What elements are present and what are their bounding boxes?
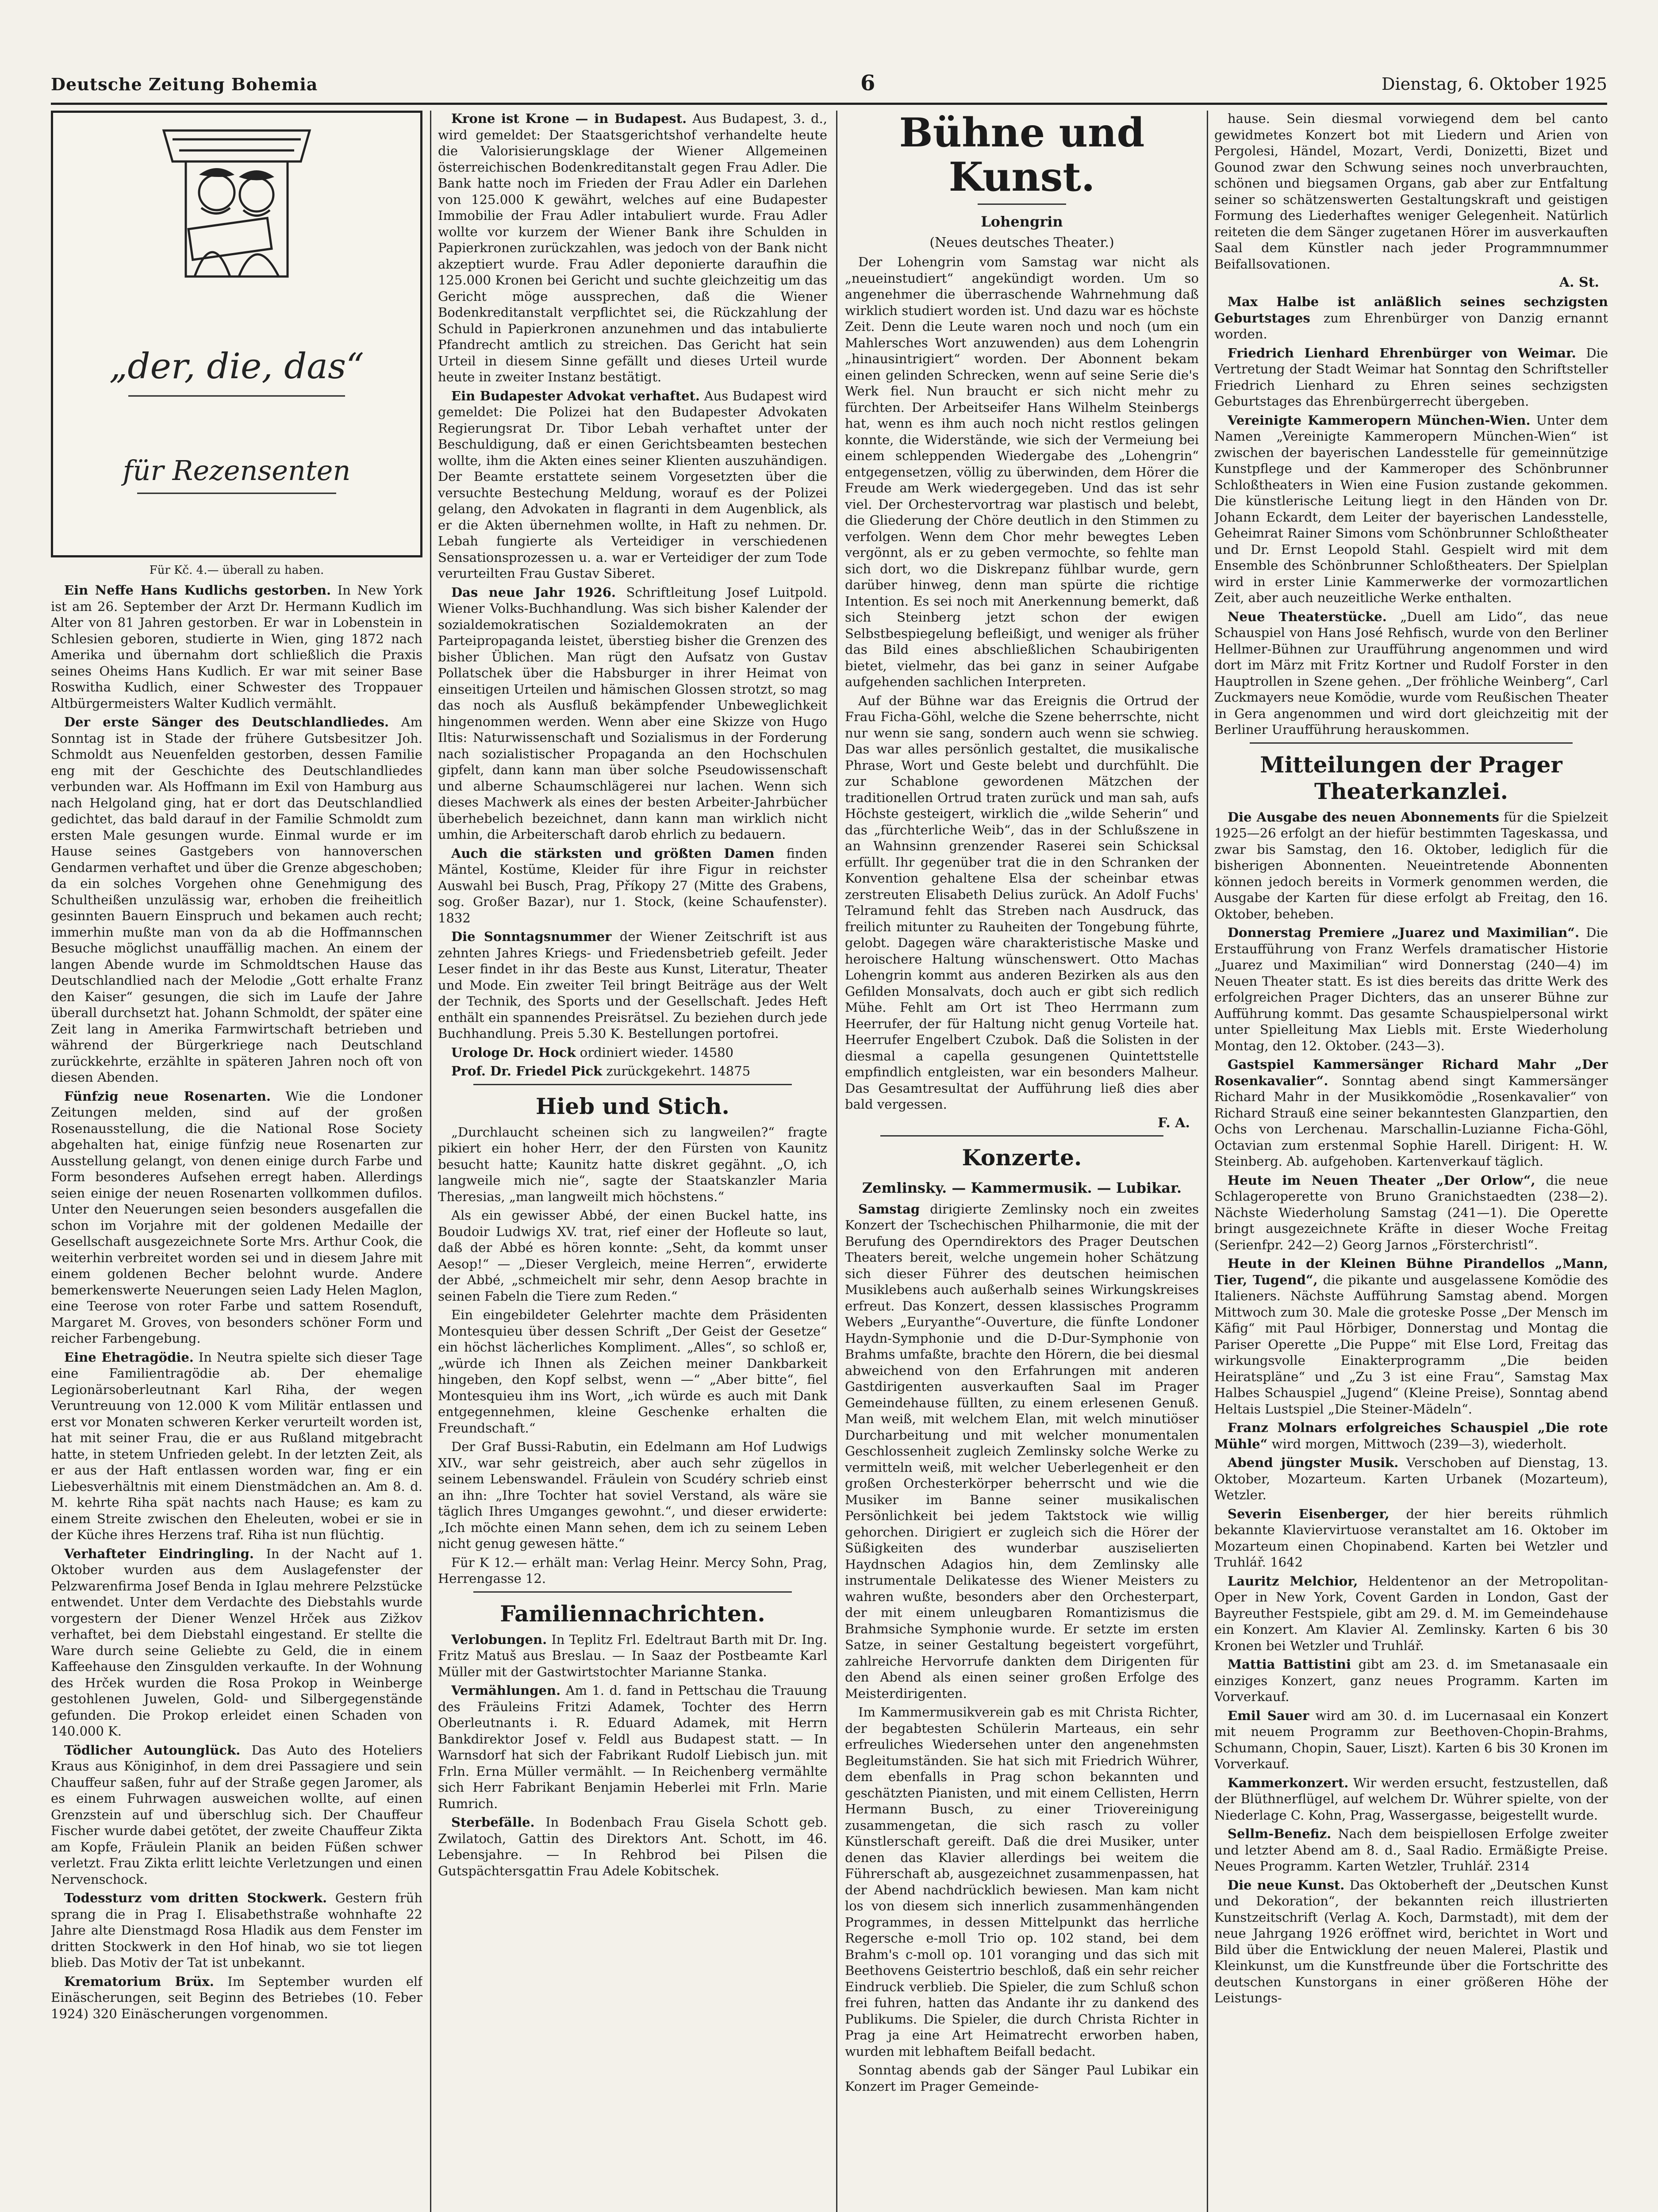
article-paragraph <box>438 584 827 843</box>
article-text: „Durchlaucht scheinen sich zu langweilen?“ fragte pikiert ein hoher Herr, der den Fürsten von Kaunitz besucht hatte; Kaunitz hatte diskret gegähnt. „O, ich langweile mich nie“, sagte der Staatskanzler Maria Theresias, „man langweilt mich höchstens.“ <box>438 1124 827 1204</box>
article-text: Der Graf Bussi-Rabutin, ein Edelmann am Hof Ludwigs XIV., war sehr geistreich, aber auch sehr zügellos in seinem Lebenswandel. Fräulein von Scudéry schrieb einst an ihn: „Ihre Tochter hat soviel Verstand, als wäre sie täglich Ihres Umganges gewohnt.“, und dieser erwiderte: „Ich möchte einen Mann sehen, dem ich zu seinem Leben nicht genug gewesen hätte.“ <box>438 1439 827 1551</box>
section-rule <box>473 1084 792 1085</box>
ad-script-title: „der, die, das“ <box>109 346 365 387</box>
article-headline: Lauritz Melchior, <box>1228 1573 1358 1589</box>
column-3 <box>845 111 1199 2212</box>
article-headline: Neue Theaterstücke. <box>1228 609 1387 624</box>
article-paragraph <box>1214 1656 1608 1705</box>
article-paragraph <box>1214 1256 1608 1417</box>
advertisement-caption: Für Kč. 4.— überall zu haben. <box>149 564 324 577</box>
article-text: Aus Budapest, 3. d., wird gemeldet: Der Staatsgerichtshof verhandelte heute die Valorisierungsklage der Wiener Allgemeinen österreichischen Bodenkreditanstalt gegen Frau Adler. Die Bank hatte noch im Frieden der Frau Adler ein Darlehen von 125.000 K gewährt, welches auf eine Budapester Immobilie der Frau Adler intabuliert wurde. Frau Adler wollte vor kurzem der Wiener Bank ihre Schulden in Papierkronen zurückzahlen, was jedoch von der Bank nicht akzeptiert wurde. Frau Adler deponierte daraufhin die 125.000 Kronen bei Gericht und suchte gleichzeitig um das Gericht möge aussprechen, daß die Wiener Bodenkreditanstalt verpflichtet sei, die Rückzahlung der Schuld in Papierkronen anzunehmen und das intabulierte Pfandrecht amtlich zu streichen. Das Gericht hat sein Urteil in diesem Sinne gefällt und dieses Urteil wurde heute in zweiter Instanz bestätigt. <box>438 111 827 384</box>
article-paragraph <box>51 1349 422 1543</box>
article-headline: Ein Budapester Advokat verhaftet. <box>451 388 700 403</box>
article-paragraph <box>51 714 422 1086</box>
article-paragraph <box>1214 345 1608 410</box>
article-paragraph <box>845 1201 1199 1702</box>
article-text: In der Nacht auf 1. Oktober wurden aus dem Auslagefenster der Pelzwarenfirma Josef Benda in Iglau mehrere Pelzstücke entwendet. Unter dem Verdachte des Diebstahls wurde vorgestern der Diener Wenzel Hrček aus Zižkov verhaftet, bei dem Diebstahl eingestand. Er stellte die Ware durch seine Geliebte zu Geld, die in einem Kaffeehause den Zinsgulden verkaufte. In der Wohnung des Hrček wurden die Rosa Prokop in Weinberge gestohlenen Juwelen, Gold- und Silbergegenstände gefunden. Die Prokop erleidet einen Schaden von 140.000 K. <box>51 1546 422 1739</box>
article-headline: Der erste Sänger des Deutschlandliedes. <box>64 714 389 730</box>
article-paragraph <box>51 1088 422 1347</box>
article-headline: Vereinigte Kammeropern München-Wien. <box>1228 412 1531 428</box>
section-heading: Bühne und Kunst. <box>899 111 1145 200</box>
article-paragraph <box>51 1742 422 1888</box>
sub-heading-note: (Neues deutsches Theater.) <box>929 235 1114 250</box>
running-header <box>51 71 1607 102</box>
article-headline: Auch die stärksten und größten Damen <box>451 845 775 861</box>
article-text: dirigierte Zemlinsky noch ein zweites Konzert der Tschechischen Philharmonie, die mit der Berufung des Operndirektors des Prager Deutschen Theaters bereit, welche ungemein hoher Schätzung sich dieser Führer des deutschen heimischen Musiklebens auch außerhalb seines Wirkungskreises erfreut. Das Konzert, dessen klassisches Programm Webers „Euryanthe“-Ouverture, die fünfte Londoner Haydn-Symphonie und die D-Dur-Symphonie von Brahms umfaßte, brachte den Hörern, die bei diesmal abweichend von den Erfahrungen mit anderen Gastdirigenten ausverkauften Saal im Prager Gemeindehause füllten, zu einem erlesenen Genuß. Man weiß, mit welchem Elan, mit welch minutiöser Durcharbeitung und mit welcher monumentalen Geschlossenheit zugleich Zemlinsky solche Werke zu vermitteln weiß, mit welcher Ueberlegenheit er den großen Orchesterkörper beherrscht und wie die Musiker im Banne seiner musikalischen Persönlichkeit bei jedem Taktstock wie willig gehorchen. Dirigiert er zugleich sich die Hörer der Süßigkeiten des wunderbar ausziselierten Haydnschen Adagios hin, dem Zemlinsky alle instrumentale Delikatesse des Wiener Meisters zu wahren wußte, besonders aber den Orchesterpart, der mit einem unleugbaren Romantizismus die Brahmsiche Symphonie wurde. Er setzte im ersten Satze, in seiner Gestaltung begeistert vorgeführt, zahlreiche Hervorrufe dankten dem Dirigenten für den Abend als einen seiner großen Erfolge des Meisterdirigenten. <box>845 1201 1199 1701</box>
advertisement-illustration <box>53 113 420 551</box>
article-paragraph <box>438 1439 827 1552</box>
article-headline: Verhafteter Eindringling. <box>64 1546 254 1561</box>
column-divider <box>1207 111 1208 2212</box>
issue-date: Dienstag, 6. Oktober 1925 <box>1382 74 1607 94</box>
article-text: In New York ist am 26. September der Arzt Dr. Hermann Kudlich im Alter von 81 Jahren gestorben. Er war in Lobenstein in Schlesien geboren, studierte in Wien, ging 1872 nach Amerika und übernahm dort schließlich die Praxis seines Oheims Hans Kudlich. Er war mit seiner Base Roswitha Kudlich, einer Schwester des Troppauer Altbürgermeisters Walter Kudlich vermählt. <box>51 583 422 711</box>
article-headline: Todessturz vom dritten Stockwerk. <box>64 1890 327 1905</box>
article-headline: Friedrich Lienhard Ehrenbürger von Weimar. <box>1228 345 1576 361</box>
article-headline: Fünfzig neue Rosenarten. <box>64 1088 271 1104</box>
article-text: Im September wurden elf Einäscherungen, seit Beginn des Betriebes (10. Feber 1924) 320 Einäscherungen vorgenommen. <box>51 1974 422 2021</box>
article-paragraph <box>1214 1506 1608 1571</box>
article-text: Nach dem beispiellosen Erfolge zweiter und letzter Abend am 8. d., Saal Radio. Ermäßigte Preise. Neues Programm. Karten Wetzler, Truhlář. 2314 <box>1214 1826 1608 1874</box>
article-paragraph <box>1214 412 1608 606</box>
article-paragraph <box>51 582 422 711</box>
article-headline: Samstag <box>858 1201 920 1217</box>
article-paragraph <box>1214 1708 1608 1772</box>
article-text: Wir werden ersucht, festzustellen, daß der Blüthnerflügel, auf welchem Dr. Wührer spielte, von der Niederlage C. Kohn, Prag, Wassergasse, beigestellt wurde. <box>1214 1775 1608 1823</box>
article-headline: Sterbefälle. <box>451 1815 535 1830</box>
article-text: Unter dem Namen „Vereinigte Kammeropern München-Wien“ ist zwischen der bayerischen Landesstelle für gemeinnützige Kunstpflege und der Kammeroper des Schönbrunner Schloßtheaters in Wien eine Fusion zustande gekommen. Die künstlerische Leitung liegt in den Händen von Dr. Johann Eckardt, dem Leiter der bayerischen Landesstelle, Geheimrat Rainer Simons vom Schönbrunner Schloßtheater und Dr. Ernst Leopold Stahl. Gespielt wird mit dem Ensemble des Schönbrunner Schloßtheaters. Der Spielplan wird in erster Linie Kammerwerke der vormozartlichen Zeit, aber auch neuzeitliche Werke enthalten. <box>1214 412 1608 605</box>
article-paragraph <box>845 2062 1199 2094</box>
article-text: In Teplitz Frl. Edeltraut Barth mit Dr. Ing. Fritz Matuš aus Breslau. — In Saaz der Postbeamte Karl Müller mit der Gastwirtstochter Marianne Stanka. <box>438 1632 827 1679</box>
article-text: wird am 30. d. im Lucernasaal ein Konzert mit neuem Programm zur Beethoven-Chopin-Brahms, Schumann, Chopin, Sauer, Liszt). Karten 6 bis 30 Kronen im Vorverkauf. <box>1214 1708 1608 1771</box>
article-paragraph <box>1214 1775 1608 1824</box>
article-paragraph <box>1214 609 1608 738</box>
article-text: Das Oktoberheft der „Deutschen Kunst und Dekoration“, der bekannten reich illustrierten Kunstzeitschrift (Verlag A. Koch, Darmstadt), mit dem der neue Jahrgang 1926 eröffnet wird, berichtet in Wort und Bild über die Entwicklung der neuen Malerei, Plastik und Kleinkunst, um die Kunstfreunde über die Fortschritte des deutschen Kunstorgans in einer größeren Höhe der Leistungs- <box>1214 1877 1608 2005</box>
article-paragraph <box>1214 925 1608 1054</box>
article-headline: Gastspiel Kammersänger Richard Mahr „Der Rosenkavalier“. <box>1214 1057 1608 1088</box>
masthead-name: Deutsche Zeitung Bohemia <box>51 74 318 94</box>
article-text: Sonntag abend singt Kammersänger Richard Mahr in der Musikkomödie „Rosenkavalier“ von Richard Strauß eine seiner bekanntesten Glanzpartien, den Ochs von Lerchenau. Marschallin-Luzianne Ficha-Göhl, Octavian zum erstenmal Sophie Harell. Dirigent: H. W. Steinberg. Ab. aufgehoben. Kartenverkauf täglich. <box>1214 1073 1608 1169</box>
column-1 <box>51 111 422 2212</box>
article-headline: Max Halbe ist anläßlich seines sechzigsten Geburtstages <box>1214 294 1608 326</box>
article-text: der Wiener Zeitschrift ist aus zehnten Jahres Kriegs- und Friedensbetrieb gefeilt. Jeder Leser findet in ihr das Beste aus Kunst, Literatur, Theater und Mode. Ein zweiter Teil bringt Beiträge aus der Welt der Technik, des Sports und der Gesellschaft. Jedes Heft enthält ein spannendes Preisrätsel. Zu beziehen durch jede Buchhandlung. Preis 5.30 K. Bestellungen portofrei. <box>438 929 827 1041</box>
article-paragraph <box>438 845 827 926</box>
column-divider <box>836 111 837 2212</box>
article-headline: Das neue Jahr 1926. <box>451 584 616 600</box>
article-paragraph <box>438 1207 827 1304</box>
article-paragraph <box>438 1063 827 1079</box>
column-divider <box>430 111 431 2212</box>
article-paragraph <box>438 1682 827 1812</box>
article-text: Am Sonntag ist in Stade der frühere Gutsbesitzer Joh. Schmoldt aus Neuenfelden gestorben, dessen Familie eng mit der Geschichte des Deutschlandliedes verbunden war. Als Hoffmann im Exil von Hamburg aus nach Helgoland ging, hat er dort das Deutschlandlied gedichtet, das bald darauf in der Familie Schmoldt zum ersten Male gesungen wurde. Einmal wurde er im Hause seines Gastgebers von hannoverschen Gendarmen verhaftet und über die Grenze abgeschoben; da ein solches Vorgehen ohne Genehmigung des Schultheißen unzulässig war, erhoben die freiheitlich gesinnten Bauern Einspruch und bekamen auch recht; immerhin mußte man von da ab die Hoffmannschen Besuche möglichst unauffällig machen. An einem der langen Abende wurde im Schmoldtschen Hause das Deutschlandlied nach der Melodie „Gott erhalte Franz den Kaiser“ gesungen, die sich im Laufe der Jahre überall durchsetzt hat. Johann Schmoldt, der später eine Zeit lang in Amerika Farmwirtschaft betrieben und während der Bürgerkriege nach Deutschland zurückkehrte, erzählte in späteren Jahren noch oft von diesen Abenden. <box>51 714 422 1085</box>
article-paragraph <box>1214 1420 1608 1452</box>
column-2 <box>438 111 827 2212</box>
article-text: Die Erstaufführung von Franz Werfels dramatischer Historie „Juarez und Maximilian“ wird Donnerstag (240—4) im Neuen Theater statt. Es ist dies bereits das dritte Werk des erfolgreichen Prager Dichters, das an unserer Bühne zur Aufführung kommt. Das gesamte Schauspielpersonal wirkt unter Spielleitung Max Liebls mit. Erste Wiederholung Montag, den 12. Oktober. (243—3). <box>1214 925 1608 1053</box>
article-headline: Ein Neffe Hans Kudlichs gestorben. <box>64 583 331 598</box>
article-text: die neue Schlageroperette von Bruno Granichstaedten (238—2). Nächste Wiederholung Samstag (241—1). Die Operette bringt ausgezeichnete Kräfte in dieser Woche Freitag (Serienfpr. 242—2) Georg Jarnos „Försterchristl“. <box>1214 1172 1608 1252</box>
article-headline: Urologe Dr. Hock <box>451 1045 576 1060</box>
article-text: gibt am 23. d. im Smetanasaale ein einziges Konzert, ganz neues Programm. Karten im Vorverkauf. <box>1214 1657 1608 1704</box>
column-3-articles <box>845 111 1199 2094</box>
article-paragraph <box>1214 1877 1608 2006</box>
article-text: Im Kammermusikverein gab es mit Christa Richter, der begabtesten Schülerin Marteaus, ein sehr erfreuliches Wiedersehen unter den angenehmsten Begleitumständen. Sie hat sich mit Friedrich Wührer, dem ebenfalls in Prag schon bekannten und geschätzten Pianisten, und mit einem Cellisten, Herrn Hermann Busch, zu einer Triovereinigung zusammengetan, die sich rasch zu voller Künstlerschaft gereift. Daß die drei Musiker, unter denen das Klavier allerdings bei weitem die Führerschaft ab, ausgezeichnet zusammenpassen, hat der Abend nachdrücklich bewiesen. Man kam nicht los von diesem sich innerlich zusammenhängenden Programmes, in dessen Mittelpunkt das herrliche Regersche e-moll Trio op. 102 stand, bei dem Brahm's c-moll op. 101 voranging und das sich mit Beethovens Geistertrio beschloß, daß ein sehr reicher Eindruck verblieb. Die Spieler, die zum Schluß schon frei fuhren, hatten das Andante ihr zu dankend des Publikums. Die Spieler, die durch Christa Richter in Prag ja eine Art Heimatrecht erworben haben, wurden mit lebhaftem Beifall bedacht. <box>845 1705 1199 2059</box>
sub-heading: Lohengrin <box>981 213 1063 230</box>
article-paragraph <box>845 254 1199 690</box>
article-paragraph <box>438 1307 827 1436</box>
article-paragraph <box>1214 1056 1608 1170</box>
article-headline: Franz Molnars erfolgreiches Schauspiel „Die rote Mühle“ <box>1214 1420 1608 1452</box>
article-paragraph <box>1214 1826 1608 1874</box>
article-text: In Bodenbach Frau Gisela Schott geb. Zwilatoch, Gattin des Direktors Ant. Schott, im 46. Lebensjahre. — In Rehbrod bei Pilsen die Gutspächtersgattin Frau Adele Kobitschek. <box>438 1815 827 1878</box>
article-text: der hier bereits rühmlich bekannte Klaviervirtuose veranstaltet am 16. Oktober im Mozarteum einen Chopinabend. Karten bei Wetzler und Truhlář. 1642 <box>1214 1506 1608 1570</box>
article-text: Heldentenor an der Metropolitan-Oper in New York, Covent Garden in London, Gast der Bayreuther Festspiele, gibt am 29. d. M. im Gemeindehause ein Konzert. Am Klavier Al. Zemlinsky. Karten 6 bis 30 Kronen bei Wetzler und Truhlář. <box>1214 1573 1608 1653</box>
article-paragraph <box>438 1555 827 1587</box>
section-rule <box>1250 742 1573 744</box>
sub-heading: Zemlinsky. — Kammermusik. — Lubikar. <box>862 1179 1182 1196</box>
article-headline: Kammerkonzert. <box>1228 1775 1349 1790</box>
page-number: 6 <box>860 71 875 96</box>
section-rule <box>473 1591 792 1593</box>
article-paragraph <box>1214 809 1608 922</box>
article-text: Als ein gewisser Abbé, der einen Buckel hatte, ins Boudoir Ludwigs XV. trat, rief einer der Hofleute so laut, daß der Abbé es hören konnte: „Seht, da kommt unser Aesop!“ — „Dieser Vergleich, meine Herren“, erwiderte der Abbé, „schmeichelt mir sehr, denn Aesop brachte in seinen Fabeln die Tiere zum Reden.“ <box>438 1208 827 1304</box>
article-text: Ein eingebildeter Gelehrter machte dem Präsidenten Montesquieu über dessen Schrift „Der Geist der Gesetze“ ein höchst lächerliches Kompliment. „Alles“, so schloß er, „würde ich Ihnen als Zeichen meiner Dankbarkeit hingeben, den Kopf selbst, wenn —“ „Aber bitte“, fiel Montesquieu ihm ins Wort, „ich würde es auch mit Dank entgegennehmen, kleine Geschenke erhalten die Freundschaft.“ <box>438 1307 827 1436</box>
article-text: Schriftleitung Josef Luitpold. Wiener Volks-Buchhandlung. Was sich bisher Kalender der sozialdemokratischen Sozialdemokraten an der Parteipropaganda leistet, überstieg bisher die Grenzen des bisher Üblichen. Man rügt den Aufsatz von Gustav Pollatschek über die Habsburger in ihrer Heimat von einseitigen Urteilen und hämischen Glossen strotzt, so mag das noch als Ausfluß bekämpfender Unbeweglichkeit hingenommen werden. Wenn aber eine Skizze von Hugo Iltis: Naturwissenschaft und Sozialismus in der Forderung nach sozialistischer Propaganda an den Hochschulen gipfelt, dann kann man über solche Pseudowissenschaft und alberne Schaumschlägerei nur lachen. Wenn sich dieses Machwerk als eines der besten Arbeiter-Jahrbücher überhebelich bezeichnet, dann kann man wirklich nicht umhin, die Arbeiterschaft darob ehrlich zu bedauern. <box>438 584 827 842</box>
article-text: Aus Budapest wird gemeldet: Die Polizei hat den Budapester Advokaten Regierungsrat Dr. Tibor Lebah verhaftet unter der Beschuldigung, daß er einen Gerichtsbeamten bestechen wollte, ihm die Akten eines seiner Klienten auszuhändigen. Der Beamte erstattete seinem Vorgesetzten über die versuchte Bestechung Meldung, worauf es der Polizei gelang, den Advokaten in flagranti in dem Augenblick, als er die Akten übernehmen wollte, in Haft zu nehmen. Dr. Lebah fungierte als Verteidiger in verschiedenen Sensationsprozessen u. a. war er Verteidiger der zum Tode verurteilten Frau Gustav Siberet. <box>438 388 827 581</box>
article-paragraph <box>438 388 827 582</box>
article-text: Der Lohengrin vom Samstag war nicht als „neueinstudiert“ angekündigt worden. Um so angenehmer die überraschende Wahrnehmung daß wirklich studiert worden ist. Und dazu war es höchste Zeit. Denn die Leute waren noch und noch (um ein Mahlersches Wort anzuwenden) aus dem Lohengrin „hinausintrigiert“ worden. Der Abonnent bekam einen gelinden Schrecken, wenn auf seine Serie die's Werk fiel. Nun braucht er sich nicht mehr zu fürchten. Der Arbeitseifer Hans Wilhelm Steinbergs hat, wenn es ihm auch noch nicht restlos gelingen konnte, die Widerstände, wie sich der Vermeiung bei einem schleppenden Wiedergabe des „Lohengrin“ entgegensetzen, völlig zu überwinden, dem Hörer die Freude am Werk wiedergegeben. Und das ist sehr viel. Der Orchestervortrag war plastisch und belebt, die Gliederung der Chöre deutlich in den Stimmen zu verfolgen. Wenn dem Chor mehr bewegtes Leben vergönnt, als er zu geben vermochte, so fehlte man sich dort, wo die Diskrepanz fühlbar wurde, gern darüber hinweg, denn man spürte die richtige Intention. Es sei noch mit Anerkennung bemerkt, daß sich Steinberg jetzt schon der ewigen Selbstbespiegelung befleißigt, und weniger als früher das Bild eines abschließlichen Schaubirigenten bietet, vielmehr, das bei ganz in seiner Aufgabe aufgehenden sachlichen Interpreten. <box>845 254 1199 689</box>
article-headline: Heute im Neuen Theater „Der Orlow“, <box>1228 1172 1535 1188</box>
article-paragraph <box>1214 294 1608 342</box>
article-paragraph <box>845 693 1199 1113</box>
article-paragraph <box>1214 1172 1608 1253</box>
article-headline: Severin Eisenberger, <box>1228 1506 1389 1521</box>
article-text: Wie die Londoner Zeitungen melden, sind auf der großen Rosenausstellung, die die National Rose Society abgehalten hat, einige fünfzig neue Rosenarten zur Ausstellung gelangt, von denen einige durch Farbe und Form besonderes Aufsehen erregt haben. Allerdings seien einige der neuen Rosenarten vollkommen dufilos. Unter den Neuerungen seien besonders ausgefallen die schon im Vorjahre mit der goldenen Medaille der Gesellschaft ausgezeichnete Sorte Mrs. Arthur Cook, die weiterhin verbreitet worden sei und in diesem Jahre mit einem goldenen Becher belohnt wurde. Andere bemerkenswerte Neuerungen seien Lady Helen Maglon, eine Teerose von roter Farbe und sattem Rosenduft, Margaret M. Groves, von besonders schöner Form und reicher Farbengebung. <box>51 1088 422 1346</box>
section-heading: Konzerte. <box>962 1144 1082 1171</box>
article-text: finden Mäntel, Kostüme, Kleider für ihre Figur in reichster Auswahl bei Busch, Prag, Příkopy 27 (Mitte des Grabens, sog. Großer Bazar), nur 1. Stock, (keine Schaufenster). 1832 <box>438 845 827 926</box>
article-paragraph <box>438 1045 827 1061</box>
article-text: wird morgen, Mittwoch (239—3), wiederholt. <box>1271 1436 1567 1452</box>
article-paragraph <box>1214 1573 1608 1654</box>
article-headline: Vermählungen. <box>451 1683 561 1698</box>
article-paragraph <box>51 1546 422 1740</box>
article-paragraph <box>51 1974 422 2022</box>
section-heading: Mitteilungen der Prager Theaterkanzlei. <box>1260 751 1562 804</box>
section-heading: Hieb und Stich. <box>536 1093 729 1119</box>
article-paragraph <box>438 1124 827 1205</box>
section-rule <box>978 204 1066 205</box>
article-paragraph <box>1214 111 1608 272</box>
column-4 <box>1214 111 1608 2212</box>
section-heading: Familiennachrichten. <box>500 1600 765 1627</box>
advertisement-box <box>51 111 422 557</box>
article-headline: Prof. Dr. Friedel Pick <box>451 1064 603 1079</box>
article-text: Am 1. d. fand in Pettschau die Trauung des Fräuleins Fritzi Adamek, Tochter des Herrn Oberleutnants i. R. Eduard Adamek, mit Herrn Bankdirektor Josef v. Feldl aus Budapest statt. — In Warnsdorf hat sich der Fabrikant Rudolf Liebisch jun. mit Frln. Erna Müller vermählt. — In Reichenberg vermählte sich Herr Fabrikant Benjamin Heberlei mit Frln. Marie Rumrich. <box>438 1683 827 1811</box>
article-headline: Die Ausgabe des neuen Abonnements <box>1228 809 1499 825</box>
column-4-articles <box>1214 111 1608 2006</box>
article-text: für die Spielzeit 1925—26 erfolgt an der hiefür bestimmten Tageskassa, und zwar bis Samstag, den 16. Oktober, lediglich für die bisherigen Abonnenten. Neueintretende Abonnenten können jedoch bereits in Vormerk genommen werden, die Ausgabe der Karten für diese erfolgt ab Freitag, den 16. Oktober, beheben. <box>1214 809 1608 922</box>
article-paragraph <box>438 1632 827 1680</box>
article-paragraph <box>845 1704 1199 2059</box>
article-headline: Die neue Kunst. <box>1228 1877 1345 1893</box>
article-headline: Emil Sauer <box>1228 1708 1309 1723</box>
header-rule <box>51 103 1607 105</box>
article-text: „Duell am Lido“, das neue Schauspiel von Hans José Rehfisch, wurde von den Berliner Hellmer-Bühnen zur Uraufführung angenommen und wird dort im März mit Fritz Kortner und Rudolf Forster in den Hauptrollen in Szene gehen. „Der fröhliche Weinberg“, Carl Zuckmayers neue Komödie, wurde vom Reußischen Theater in Gera angenommen und wird dort gleichzeitig mit der Berliner Uraufführung herauskommen. <box>1214 609 1608 737</box>
article-paragraph <box>438 929 827 1042</box>
article-text: ordiniert wieder. 14580 <box>580 1045 734 1060</box>
article-text: Das Auto des Hoteliers Kraus aus Königinhof, in dem drei Passagiere und sein Chauffeur saßen, fuhr auf der Straße gegen Jaromer, als es einem Fuhrwagen ausweichen wollte, auf einen Grenzstein auf und überschlug sich. Der Chauffeur Fischer wurde dabei getötet, der zweite Chauffeur Zikta am Kopfe, Fräulein Planik an beiden Füßen schwer verletzt. Frau Zikta erlitt leichte Verletzungen und einen Nervenschock. <box>51 1742 422 1887</box>
article-text: In Neutra spielte sich dieser Tage eine Familientragödie ab. Der ehemalige Legionärsoberleutnant Karl Riha, der wegen Veruntreuung von 12.000 K vom Militär entlassen und erst vor Monaten schweren Kerker verurteilt worden ist, hat mit seiner Frau, die er aus Rußland mitgebracht hatte, in stetem Unfrieden gelebt. In der letzten Zeit, als er aus der Haft entlassen worden war, fing er ein Liebesverhältnis mit einem Dienstmädchen an. Am 8. d. M. kehrte Riha spät nachts nach Hause; es kam zu einem Streite zwischen den Eheleuten, wobei er sie in der Küche ihres Herzens traf. Riha ist nun flüchtig. <box>51 1349 422 1542</box>
article-text: zurückgekehrt. 14875 <box>606 1064 751 1079</box>
column-1-articles <box>51 582 422 2022</box>
author-signature: A. St. <box>1559 275 1599 290</box>
article-headline: Krematorium Brüx. <box>64 1974 214 1989</box>
article-paragraph <box>1214 1455 1608 1503</box>
article-headline: Heute in der Kleinen Bühne Pirandellos „Mann, Tier, Tugend“, <box>1214 1256 1608 1287</box>
article-headline: Eine Ehetragödie. <box>64 1349 194 1365</box>
article-text: zum Ehrenbürger von Danzig ernannt worden. <box>1214 310 1608 342</box>
article-headline: Sellm-Benefiz. <box>1228 1826 1332 1841</box>
article-headline: Verlobungen. <box>451 1632 547 1647</box>
ad-script-subtitle: für Rezensenten <box>123 454 351 487</box>
section-rule <box>880 1135 1163 1137</box>
article-headline: Die Sonntagsnummer <box>451 929 612 944</box>
article-headline: Tödlicher Autounglück. <box>64 1742 241 1758</box>
article-headline: Abend jüngster Musik. <box>1228 1455 1399 1470</box>
article-headline: Krone ist Krone — in Budapest. <box>451 111 687 126</box>
article-text: Auf der Bühne war das Ereignis die Ortrud der Frau Ficha-Göhl, welche die Szene beherrschte, nicht nur wenn sie sang, sondern auch wenn sie schwieg. Das war alles persönlich gestaltet, die musikalische Phrase, Wort und Geste belebt und durchfühlt. Die zur Schablone gewordenen Mätzchen der traditionellen Ortrud traten zurück und man sah, aufs Höchste gesteigert, wirklich die „wilde Seherin“ und das „fürchterliche Weib“, das in der Schlußszene in an Wahnsinn grenzender Raserei sein Schicksal erfüllt. Ihr gegenüber trat die in den Schranken der Konvention gehaltene Elsa der scheinbar etwas zerstreuten Elisabeth Delius zurück. An Adolf Fuchs' Telramund fehlt das Streben nach Ausdruck, das freilich mitunter zu Rauheiten der Tongebung führte, gelobt. Dagegen wäre charakteristische Maske und heroischere Haltung wünschenswert. Otto Machas Lohengrin kommt aus anderen Bezirken als aus den Gefilden Monsalvats, doch auch er gibt sich redlich Mühe. Fehlt am Ort ist Theo Herrmann zum Heerrufer, der für Haltung nicht genug Vorteile hat. Heerrufer Engelbert Czubok. Daß die Solisten in der diesmal a capella gesungenen Quintettstelle empfindlich entgleisten, war ein besonders Malheur. Das Gesamtresultat der Aufführung ließ dies aber bald vergessen. <box>845 693 1199 1112</box>
article-paragraph <box>438 111 827 385</box>
article-headline: Donnerstag Premiere „Juarez und Maximilian“. <box>1228 925 1580 940</box>
article-text: Gestern früh sprang die in Prag I. Elisabethstraße wohnhafte 22 Jahre alte Dienstmagd Rosa Hladik aus dem Fenster im dritten Stockwerk in den Hof hinab, wo sie tot liegen blieb. Das Motiv der Tat ist unbekannt. <box>51 1890 422 1970</box>
article-text: Für K 12.— erhält man: Verlag Heinr. Mercy Sohn, Prag, Herrengasse 12. <box>438 1555 827 1586</box>
column-2-articles <box>438 111 827 1879</box>
article-text: Die Vertretung der Stadt Weimar hat Sonntag den Schriftsteller Friedrich Lienhard zu Ehren seines sechzigsten Geburtstages das Ehrenbürgerrecht übergeben. <box>1214 345 1608 409</box>
article-text: hause. Sein diesmal vorwiegend dem bel canto gewidmetes Konzert bot mit Liedern und Arien von Pergolesi, Händel, Mozart, Verdi, Donizetti, Bizet und Gounod zwar den Schwung seines noch unverbrauchten, schönen und biegsamen Organs, gab aber zur Entfaltung seiner so schätzenswerten Gestaltungskraft und geistigen Formung des Liederhaftes weniger Gelegenheit. Natürlich reiteten die dem Sänger zugetanen Hörer im ausverkauften Saal dem Künstler nach jeder Programmnummer Beifallsovationen. <box>1214 111 1608 272</box>
article-text: Sonntag abends gab der Sänger Paul Lubikar ein Konzert im Prager Gemeinde- <box>845 2062 1199 2094</box>
article-paragraph <box>51 1890 422 1971</box>
article-text: Verschoben auf Dienstag, 13. Oktober, Mozarteum. Karten Urbanek (Mozarteum), Wetzler. <box>1214 1455 1608 1502</box>
article-text: die pikante und ausgelassene Komödie des Italieners. Nächste Aufführung Samstag abend. Morgen Mittwoch zum 30. Male die groteske Posse „Der Mensch im Käfig“ mit Paul Hörbiger, Donnerstag und Montag die Pariser Operette „Die Puppe“ mit Else Lord, Freitag das wirkungsvolle Einakterprogramm „Die beiden Heiratspläne“ und „Zu 3 ist eine Frau“, Samstag Max Halbes Schauspiel „Jugend“ (Kleine Preise), Sonntag abend Heltais Lustspiel „Die Steiner-Mädeln“. <box>1214 1272 1608 1417</box>
article-headline: Mattia Battistini <box>1228 1657 1351 1672</box>
article-paragraph <box>438 1814 827 1879</box>
author-signature: F. A. <box>1158 1115 1190 1131</box>
